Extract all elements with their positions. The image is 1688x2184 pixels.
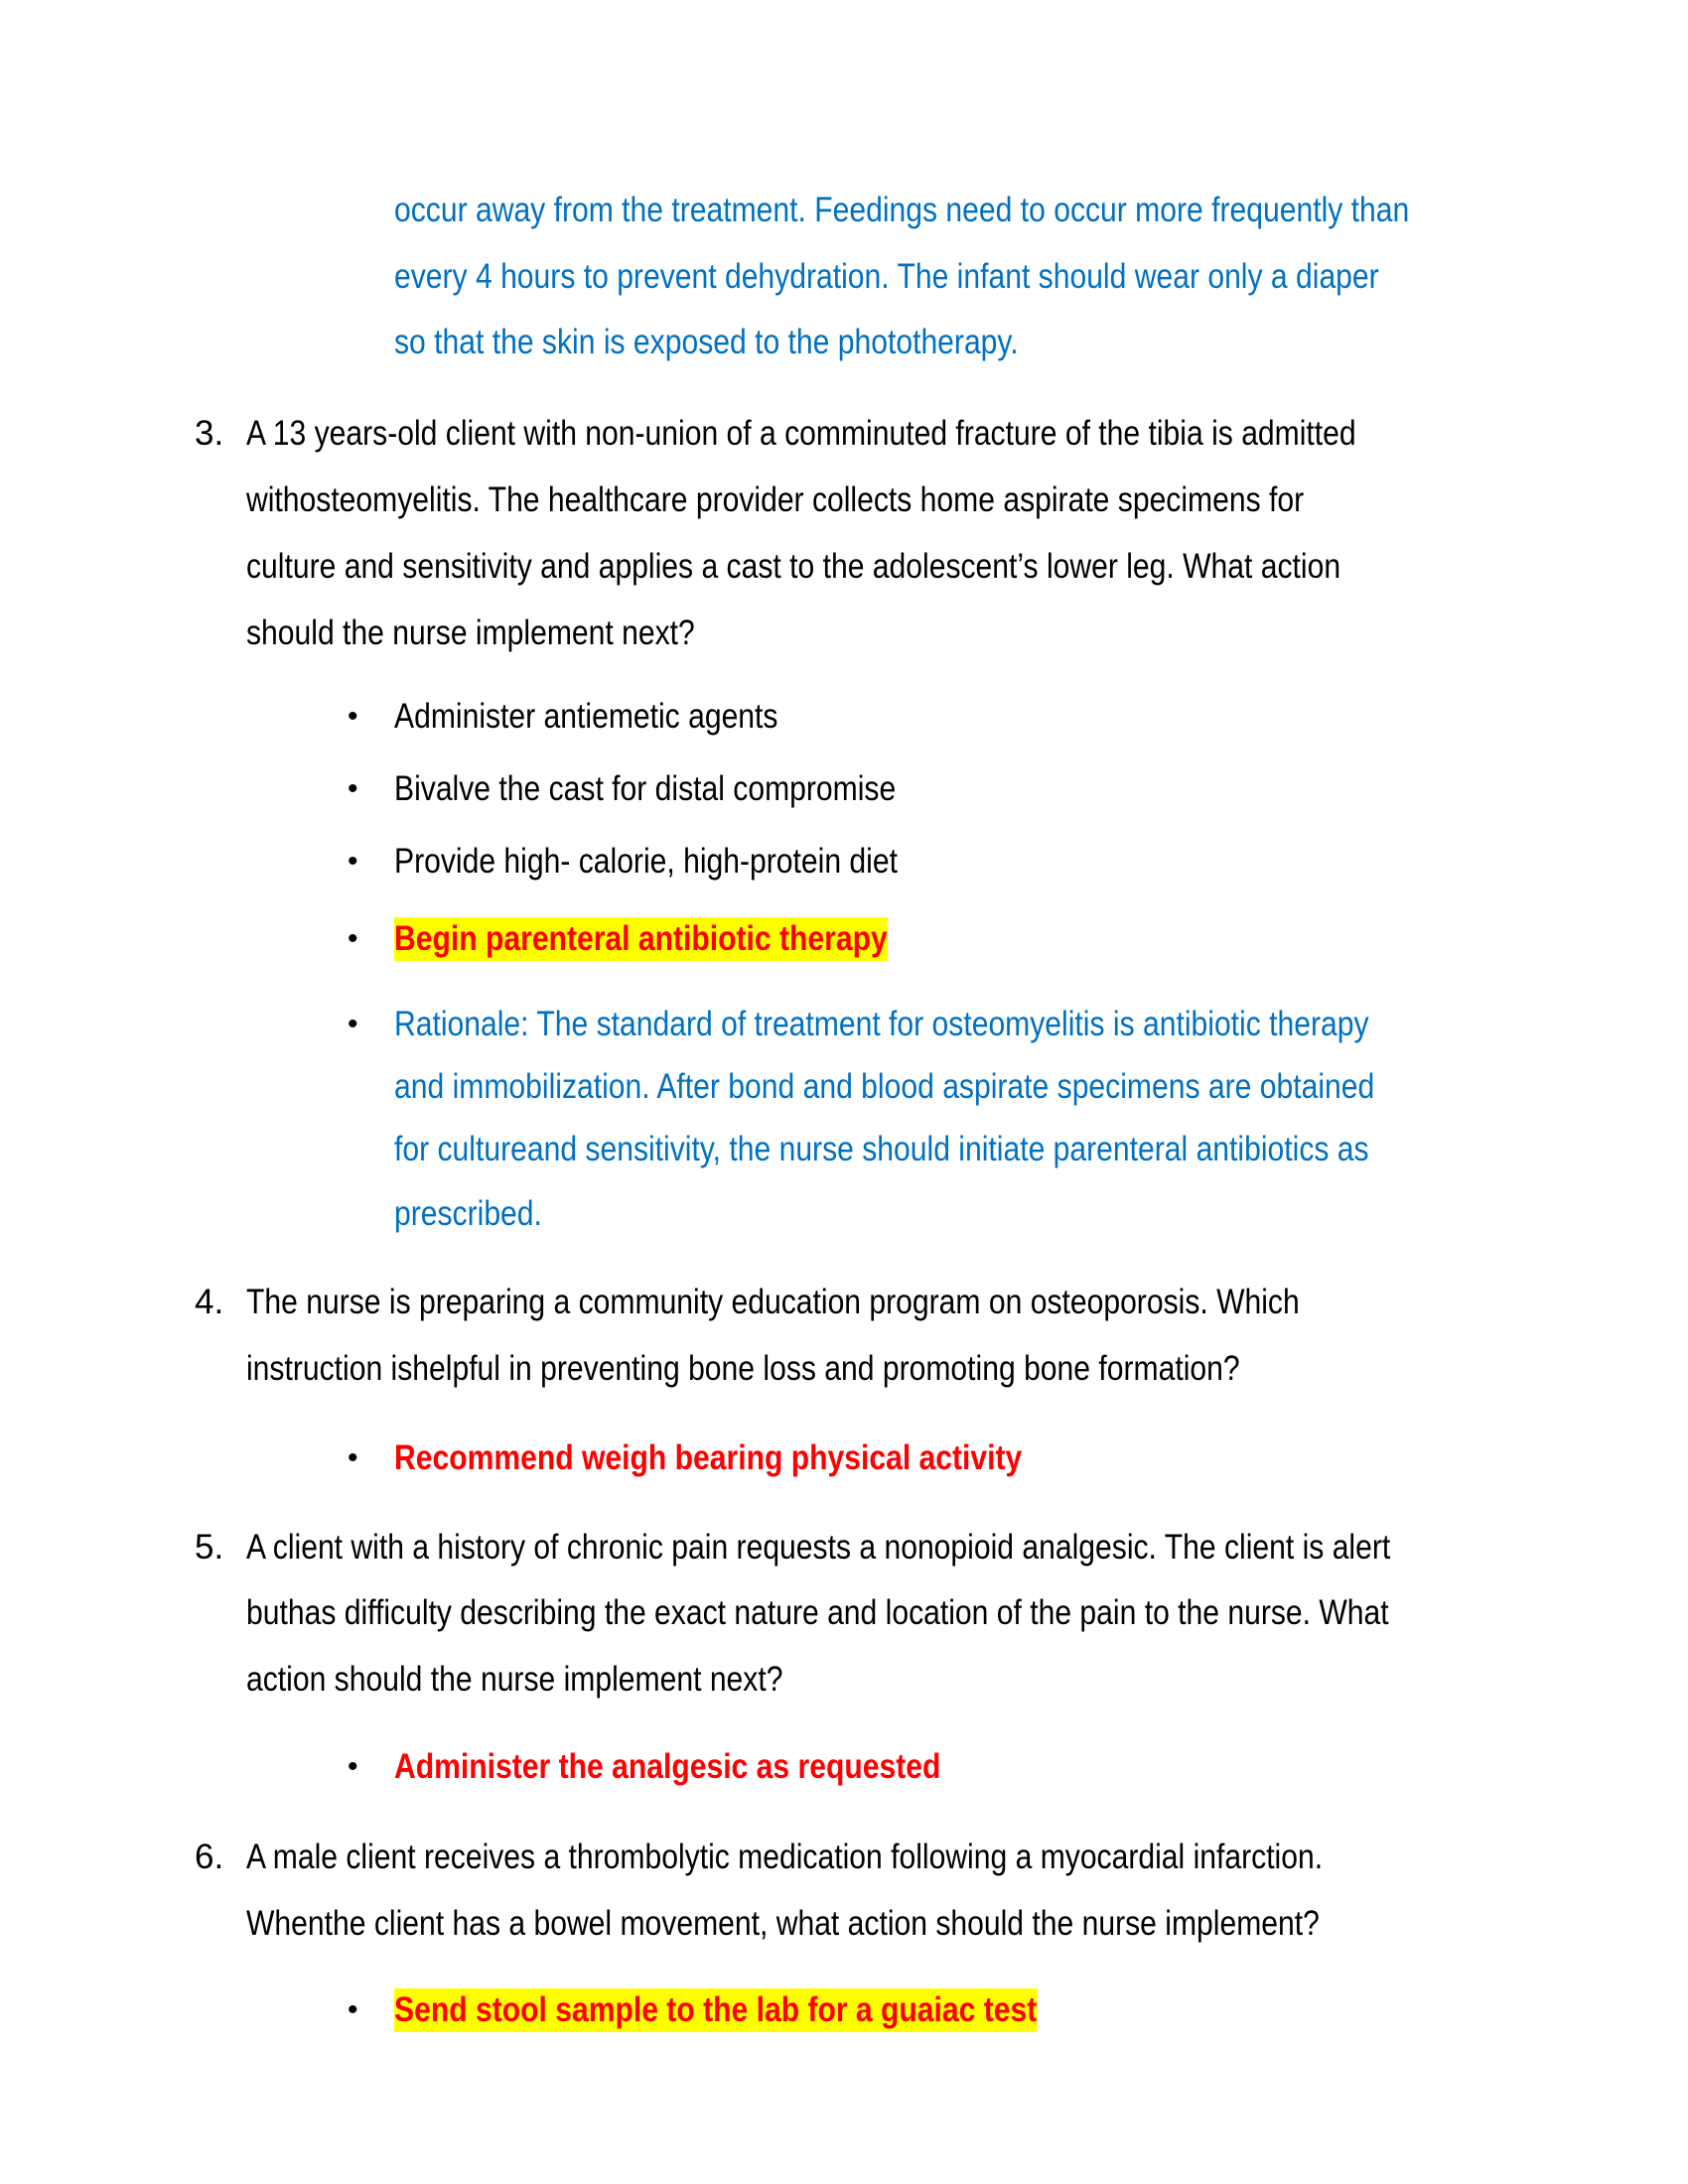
question-3-rationale-line-2: and immobilization. After bond and blood aspirate specimens are obtained — [394, 1067, 1375, 1106]
question-6-line-1: A male client receives a thrombolytic medication following a myocardial infarction. — [246, 1838, 1324, 1876]
question-6-answer: Send stool sample to the lab for a guaiac test — [394, 1988, 1037, 2032]
bullet-q5-answer: • — [348, 1750, 358, 1783]
bullet-q3-answer: • — [348, 922, 358, 955]
question-3-option-3: Provide high- calorie, high-protein diet — [394, 842, 898, 881]
bullet-q4-answer: • — [348, 1441, 358, 1474]
question-3-number: 3. — [195, 414, 224, 453]
question-5-line-2: buthas difficulty describing the exact nature and location of the pain to the nurse. What — [246, 1593, 1389, 1632]
question-3-option-1: Administer antiemetic agents — [394, 697, 778, 736]
question-5-line-1: A client with a history of chronic pain requests a nonopioid analgesic. The client is alert — [246, 1528, 1391, 1567]
question-3-option-2: Bivalve the cast for distal compromise — [394, 769, 897, 808]
question-3-line-3: culture and sensitivity and applies a cast to the adolescent’s lower leg. What action — [246, 547, 1341, 586]
bullet-q3-opt3: • — [348, 845, 358, 878]
question-4-line-1: The nurse is preparing a community education program on osteoporosis. Which — [246, 1283, 1300, 1321]
question-3-rationale-line-3: for cultureand sensitivity, the nurse should initiate parenteral antibiotics as — [394, 1130, 1369, 1168]
continuation-line-2: every 4 hours to prevent dehydration. The infant should wear only a diaper — [394, 257, 1379, 296]
question-5-line-3: action should the nurse implement next? — [246, 1660, 783, 1699]
question-5-answer: Administer the analgesic as requested — [394, 1747, 941, 1786]
question-3-line-4: should the nurse implement next? — [246, 614, 695, 652]
question-6-line-2: Whenthe client has a bowel movement, what action should the nurse implement? — [246, 1904, 1320, 1943]
question-6-number: 6. — [195, 1838, 224, 1876]
question-4-number: 4. — [195, 1283, 224, 1321]
continuation-line-1: occur away from the treatment. Feedings need to occur more frequently than — [394, 191, 1410, 229]
bullet-q6-answer: • — [348, 1993, 358, 2026]
question-3-rationale-line-4: prescribed. — [394, 1194, 542, 1233]
question-3-rationale-line-1: Rationale: The standard of treatment for osteomyelitis is antibiotic therapy — [394, 1005, 1369, 1043]
question-4-answer: Recommend weigh bearing physical activity — [394, 1438, 1023, 1477]
continuation-line-3: so that the skin is exposed to the phototherapy. — [394, 323, 1019, 361]
question-5-number: 5. — [195, 1528, 224, 1567]
bullet-q3-opt2: • — [348, 772, 358, 805]
bullet-q3-opt1: • — [348, 700, 358, 733]
question-3-line-1: A 13 years-old client with non-union of a comminuted fracture of the tibia is admitted — [246, 414, 1356, 453]
question-3-answer: Begin parenteral antibiotic therapy — [394, 917, 888, 961]
question-3-line-2: withosteomyelitis. The healthcare provider collects home aspirate specimens for — [246, 480, 1305, 519]
question-4-line-2: instruction ishelpful in preventing bone loss and promoting bone formation? — [246, 1349, 1240, 1388]
bullet-q3-rationale: • — [348, 1008, 358, 1040]
